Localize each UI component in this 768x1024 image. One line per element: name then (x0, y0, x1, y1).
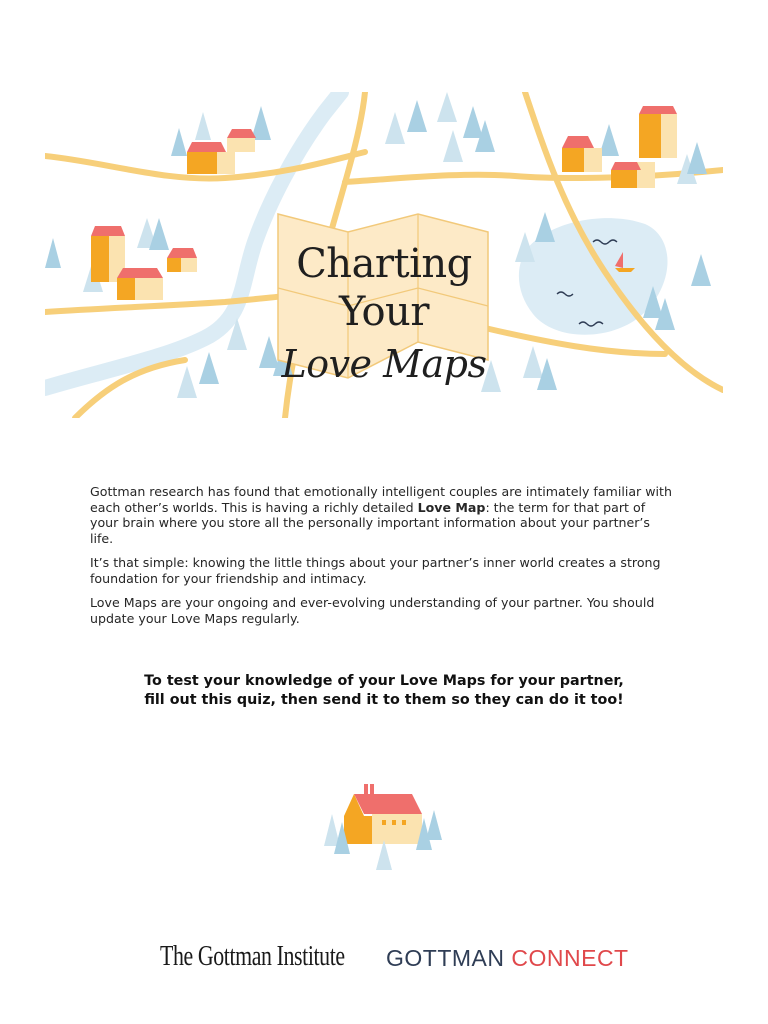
cta-line-1: To test your knowledge of your Love Maps for your partner, (144, 673, 624, 689)
intro-p1-text-cont: : the term for that part of your brain where you store all the personally important information about your partner’s life. (90, 499, 650, 546)
footer-logos (0, 938, 768, 978)
page-title: Charting Your (296, 241, 472, 335)
intro-paragraph-2: It’s that simple: knowing the little things about your partner’s inner world creates a strong foundation for your friendship and intimacy. (90, 555, 661, 586)
intro-p1-text: Gottman research has found that emotionally intelligent couples are intimately familiar with each other’s worlds. This is having a richly detailed (90, 484, 672, 515)
page-subtitle: Love Maps (281, 342, 487, 386)
intro-text (90, 484, 675, 635)
house-illustration (318, 780, 450, 872)
cta-line-2: fill out this quiz, then send it to them so they can do it too! (144, 692, 624, 708)
connect-logo-word-1: GOTTMAN (386, 945, 505, 971)
gottman-connect-logo (386, 942, 629, 974)
love-map-term: Love Map (417, 499, 486, 515)
intro-paragraph-3: Love Maps are your ongoing and ever-evolving understanding of your partner. You should update your Love Maps regularly. (90, 595, 655, 626)
gottman-institute-logo: The Gottman Institute (160, 941, 345, 972)
title-block (252, 240, 516, 388)
call-to-action (110, 672, 658, 710)
connect-logo-word-2: CONNECT (511, 945, 629, 971)
intro-paragraph-1 (90, 484, 675, 546)
